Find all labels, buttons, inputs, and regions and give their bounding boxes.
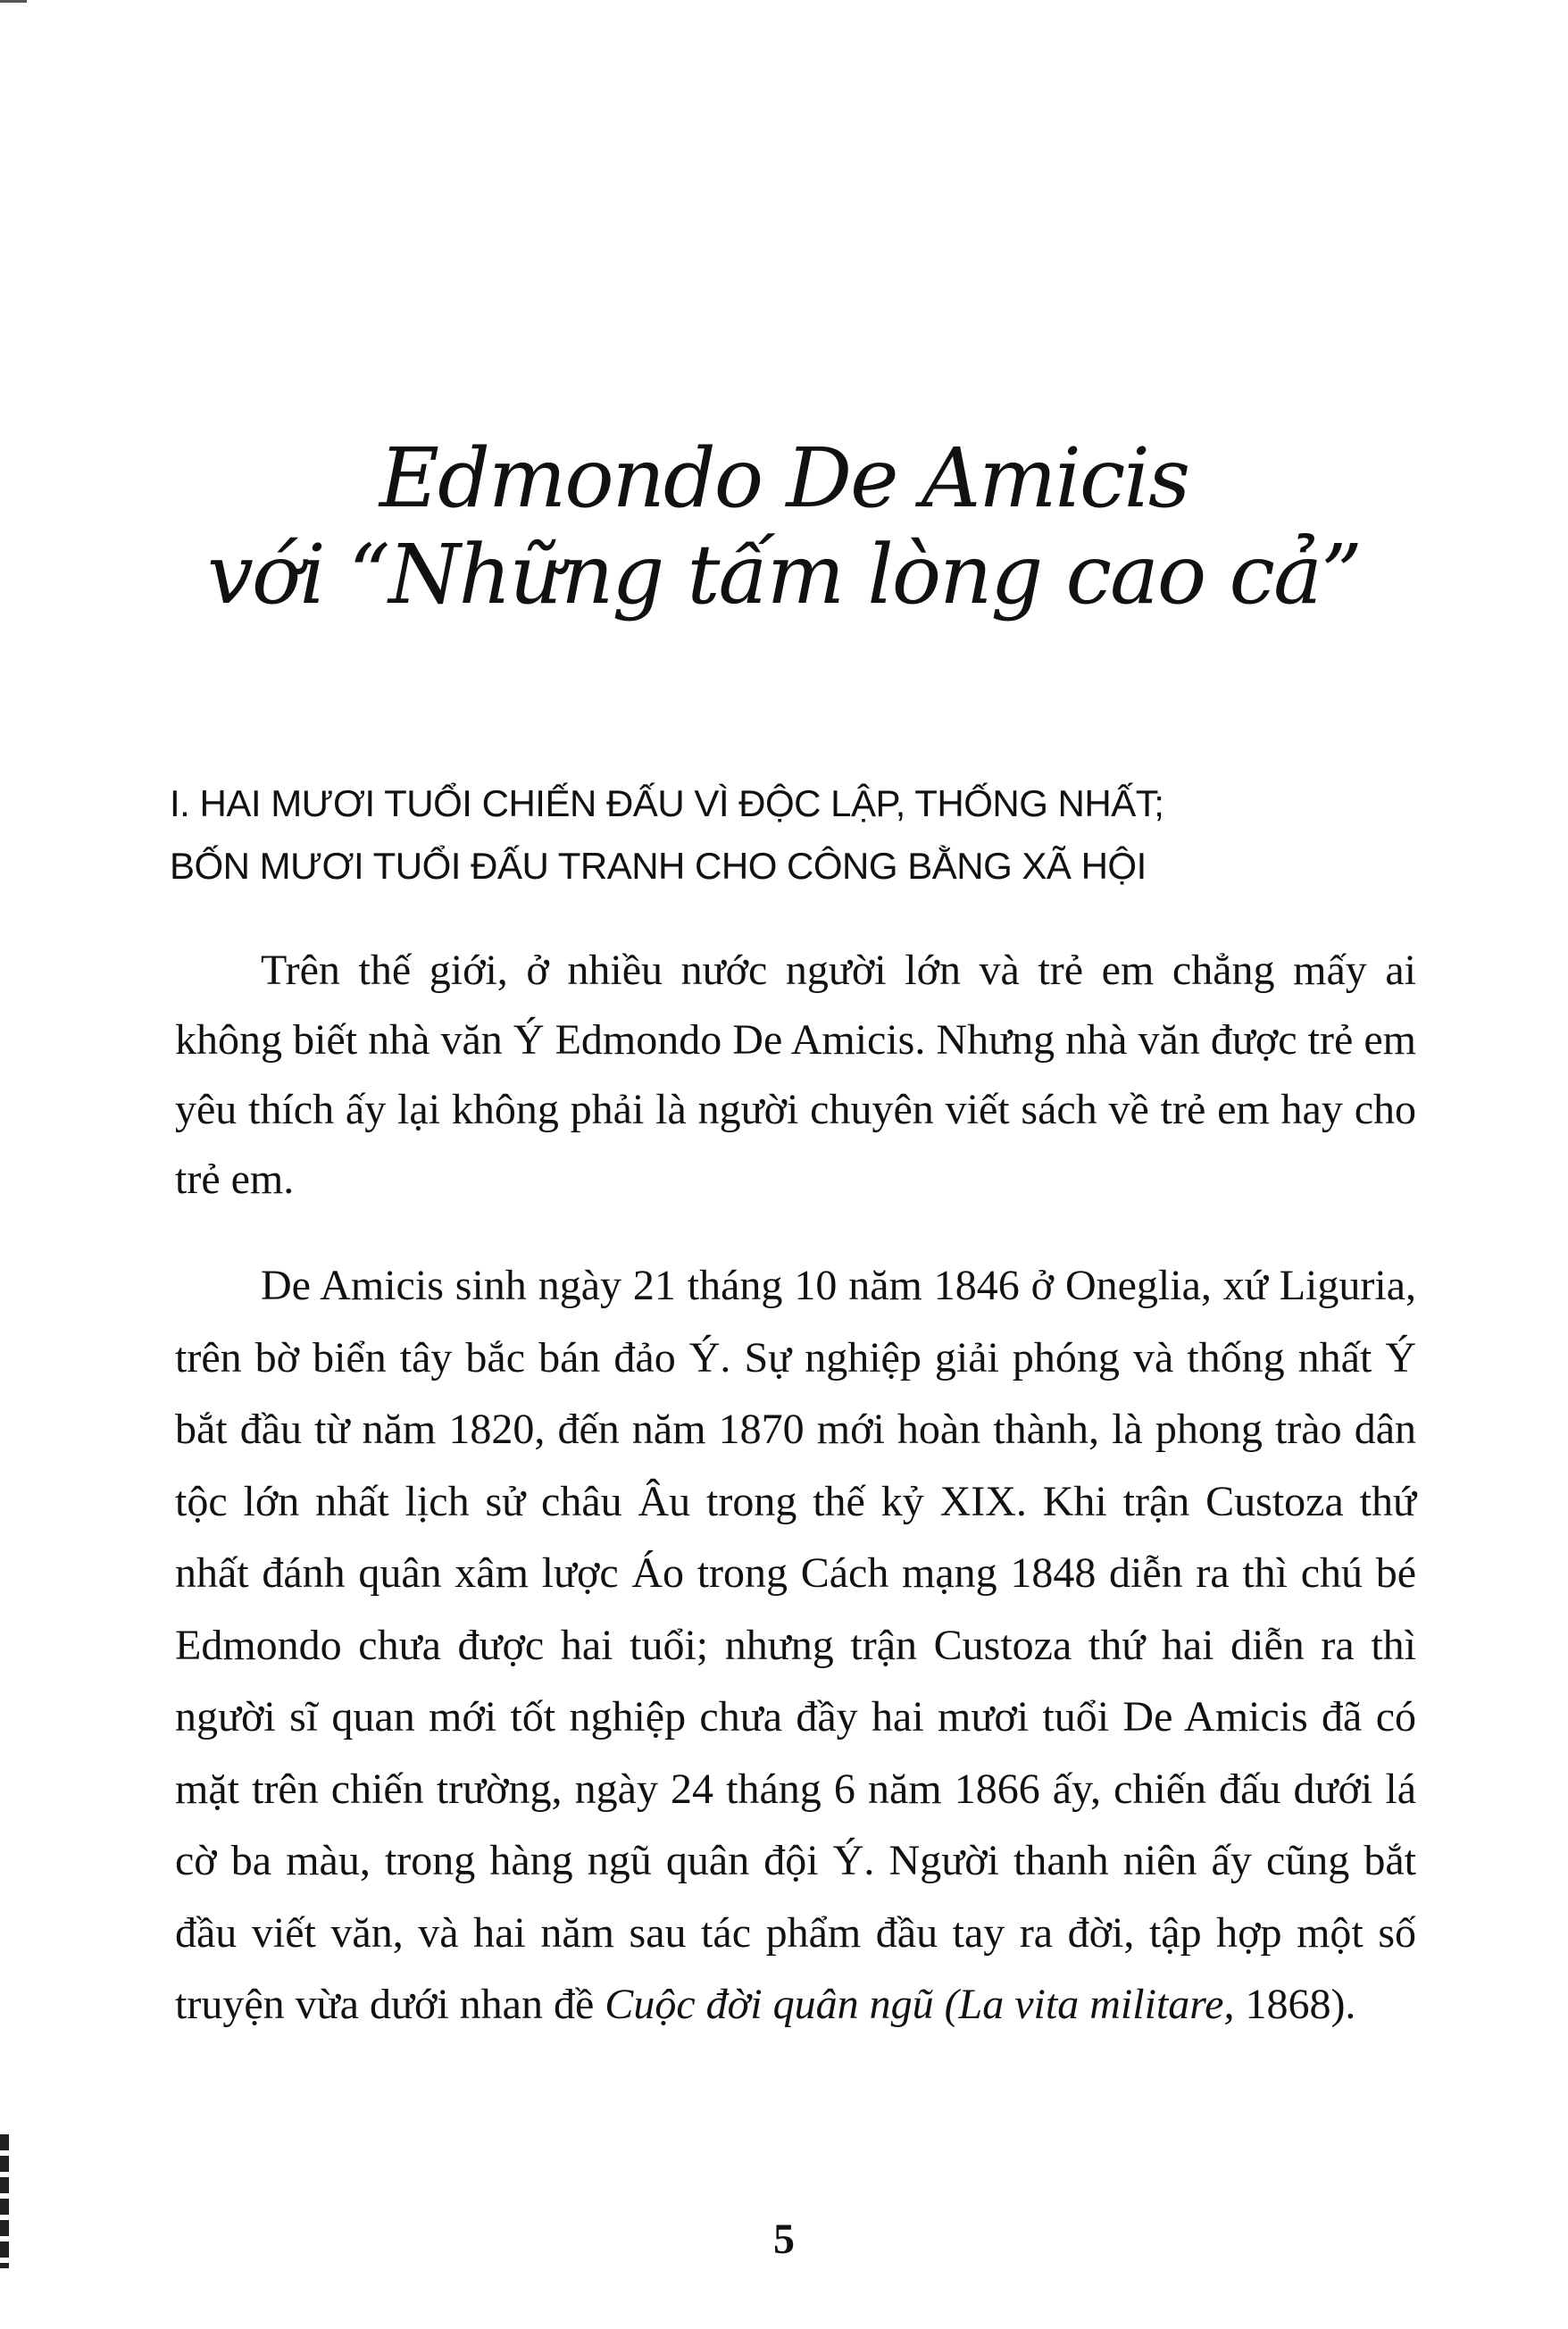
chapter-title-line-2: với “Những tấm lòng cao cả” (207, 527, 1361, 622)
scan-artifact (0, 0, 27, 3)
paragraph-2-end: 1868). (1234, 1981, 1356, 2028)
paragraph-1: Trên thế giới, ở nhiều nước người lớn và trẻ em chẳng mấy ai không biết nhà văn Ý Edmondo De Amicis. Nhưng nhà văn được trẻ em yêu thích ấy lại không phải là người chuyên viết sách về trẻ em hay cho trẻ em. (175, 947, 1416, 1203)
chapter-title-line-1: Edmondo De Amicis (379, 430, 1189, 526)
paragraph-2-text: De Amicis sinh ngày 21 tháng 10 năm 1846 ở Oneglia, xứ Liguria, trên bờ biển tây bắc bán đảo Ý. Sự nghiệp giải phóng và thống nhất Ý bắt đầu từ năm 1820, đến năm 1870 mới hoàn thành, là phong trào dân tộc lớn nhất lịch sử châu Âu trong thế kỷ XIX. Khi trận Custoza thứ nhất đánh quân xâm lược Áo trong Cách mạng 1848 diễn ra thì chú bé Edmondo chưa được hai tuổi; nhưng trận Custoza thứ hai diễn ra thì người sĩ quan mới tốt nghiệp chưa đầy hai mươi tuổi De Amicis đã có mặt trên chiến trường, ngày 24 tháng 6 năm 1866 ấy, chiến đấu dưới lá cờ ba màu, trong hàng ngũ quân đội Ý. Người thanh niên ấy cũng bắt đầu viết văn, và hai năm sau tác phẩm đầu tay ra đời, tập hợp một số truyện vừa dưới nhan đề (175, 1262, 1416, 2028)
page-number: 5 (773, 2216, 795, 2263)
section-heading-line-1: I. HAI MƯƠI TUỔI CHIẾN ĐẤU VÌ ĐỘC LẬP, THỐNG NHẤT; (170, 782, 1164, 824)
book-title-italic: Cuộc đời quân ngũ (La vita militare, (605, 1981, 1235, 2028)
section-heading-line-2: BỐN MƯƠI TUỔI ĐẤU TRANH CHO CÔNG BẰNG XÃ HỘI (170, 845, 1147, 887)
paragraph-2 (175, 1250, 1416, 2041)
